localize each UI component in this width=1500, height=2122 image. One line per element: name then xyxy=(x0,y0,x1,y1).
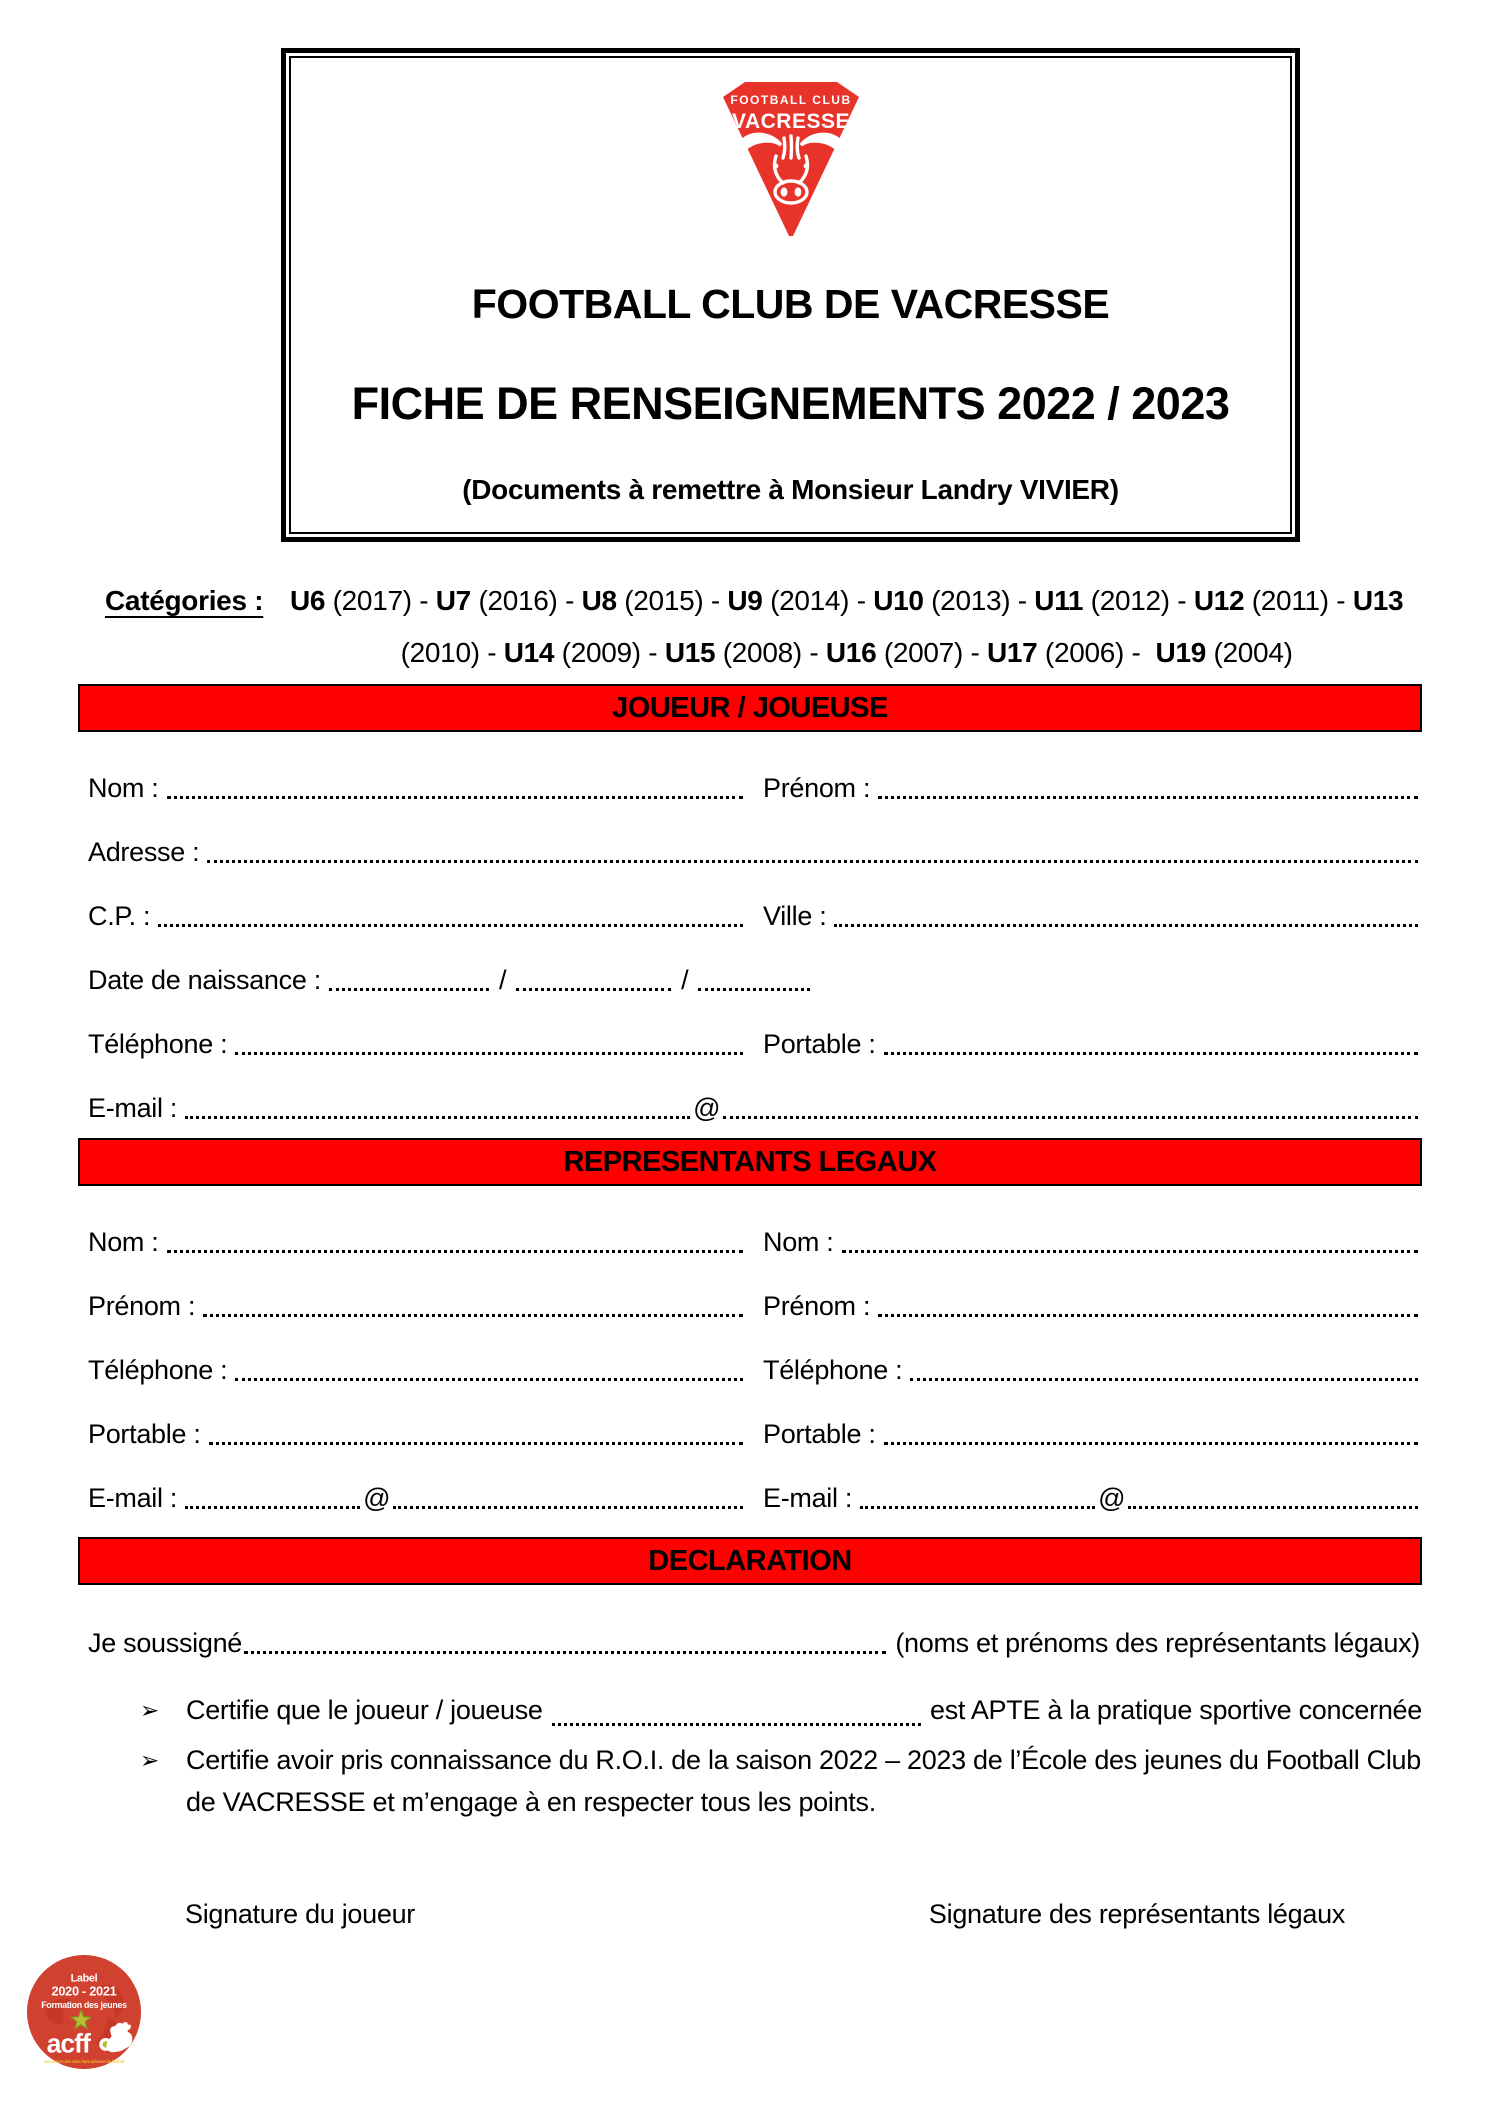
form-row-portable-portable xyxy=(78,1418,1422,1450)
section-representants xyxy=(78,1138,1422,1514)
category-year: (2012) - xyxy=(1083,585,1194,616)
field-label: Portable : xyxy=(763,1029,876,1059)
page-subtitle: FICHE DE RENSEIGNEMENTS 2022 / 2023 xyxy=(351,378,1230,429)
blank-line xyxy=(244,1624,886,1654)
field-label: Ville : xyxy=(763,901,827,931)
date-separator: / xyxy=(681,965,689,995)
category-code: U8 xyxy=(581,585,617,616)
field-nom-rep1 xyxy=(88,1223,745,1258)
form-row-prenom-prenom xyxy=(78,1290,1422,1322)
signature-joueur-label: Signature du joueur xyxy=(185,1899,415,1929)
field-label: Nom : xyxy=(763,1227,834,1257)
category-year: (2011) - xyxy=(1244,585,1353,616)
category-code: U15 xyxy=(664,637,716,668)
field-label: Prénom : xyxy=(763,773,871,803)
category-year: (2009) - xyxy=(554,637,665,668)
field-label: E-mail : xyxy=(88,1483,178,1513)
section-header-joueur xyxy=(78,684,1422,732)
section-header-label: REPRESENTANTS LEGAUX xyxy=(563,1145,937,1178)
field-label: Adresse : xyxy=(88,837,200,867)
crest-club-name: VACRESSE xyxy=(731,110,850,133)
at-sign: @ xyxy=(363,1483,391,1513)
blank-line xyxy=(884,1025,1418,1055)
field-nom-rep2 xyxy=(763,1223,1420,1258)
blank-line xyxy=(723,1089,1418,1119)
field-label: Nom : xyxy=(88,773,159,803)
field-label: Prénom : xyxy=(763,1291,871,1321)
category-code: U7 xyxy=(435,585,471,616)
soussigne-row xyxy=(78,1627,1422,1659)
blank-line xyxy=(203,1287,743,1317)
category-year: (2013) - xyxy=(923,585,1035,616)
blank-line xyxy=(167,1223,743,1253)
category-year: (2008) - xyxy=(715,637,826,668)
badge-years-text: 2020 - 2021 xyxy=(51,1983,117,1999)
at-sign: @ xyxy=(1098,1483,1126,1513)
at-sign: @ xyxy=(693,1093,721,1123)
field-portable xyxy=(763,1025,1420,1060)
section-joueur xyxy=(78,684,1422,1124)
field-telephone-rep2 xyxy=(763,1351,1420,1386)
category-year: (2016) - xyxy=(470,585,582,616)
field-telephone-rep1 xyxy=(88,1351,745,1386)
signature-representants-label: Signature des représentants légaux xyxy=(928,1899,1345,1929)
blank-line xyxy=(834,897,1418,927)
section-header-label: DECLARATION xyxy=(648,1544,852,1577)
field-prenom-rep1 xyxy=(88,1287,745,1322)
blank-line xyxy=(158,897,743,927)
section-declaration xyxy=(78,1537,1422,1930)
field-prenom xyxy=(763,769,1420,804)
field-date-naissance xyxy=(88,961,812,996)
category-code: U14 xyxy=(503,637,555,668)
blank-line xyxy=(393,1479,743,1509)
blank-line xyxy=(910,1351,1418,1381)
page-title: FOOTBALL CLUB DE VACRESSE xyxy=(471,281,1110,327)
field-prenom-rep2 xyxy=(763,1287,1420,1322)
category-code: U12 xyxy=(1193,585,1245,616)
form-row-email-email xyxy=(78,1482,1422,1514)
badge-formation-text: Formation des jeunes xyxy=(41,2000,127,2011)
category-code: U9 xyxy=(727,585,763,616)
blank-line xyxy=(207,833,1418,863)
field-label: C.P. : xyxy=(88,901,151,931)
field-label: Nom : xyxy=(88,1227,159,1257)
categories-line xyxy=(105,575,1420,679)
blank-line xyxy=(235,1351,743,1381)
category-code: U6 xyxy=(289,585,326,616)
form-row-tel-tel xyxy=(78,1354,1422,1386)
badge-label-text: Label xyxy=(70,1972,98,1985)
category-code: U16 xyxy=(825,637,877,668)
category-code: U17 xyxy=(986,637,1038,668)
section-header-declaration xyxy=(78,1537,1422,1585)
field-email xyxy=(88,1089,1420,1124)
field-telephone xyxy=(88,1025,745,1060)
category-code: U13 xyxy=(1352,585,1404,616)
field-adresse xyxy=(88,833,1420,868)
category-year: (2017) - xyxy=(325,585,436,616)
blank-line xyxy=(878,769,1418,799)
category-code: U10 xyxy=(873,585,924,616)
blank-line xyxy=(860,1479,1095,1509)
field-cp xyxy=(88,897,745,932)
signature-row xyxy=(78,1899,1422,1930)
field-label: Téléphone : xyxy=(88,1355,228,1385)
category-year: (2014) - xyxy=(762,585,874,616)
field-label: E-mail : xyxy=(88,1093,178,1123)
field-label: Téléphone : xyxy=(763,1355,903,1385)
blank-line xyxy=(235,1025,743,1055)
field-ville xyxy=(763,897,1420,932)
form-row-date-naissance xyxy=(78,964,1422,996)
field-label: Portable : xyxy=(88,1419,201,1449)
badge-acff-text: acff xyxy=(46,2028,90,2059)
blank-line xyxy=(516,961,671,991)
blank-line xyxy=(167,769,743,799)
bullet-apte-post: est APTE à la pratique sportive concernée xyxy=(922,1695,1422,1725)
bullet-roi xyxy=(78,1739,1422,1823)
arrow-bullet-icon: ➢ xyxy=(140,1747,159,1773)
soussigne-suffix: (noms et prénoms des représentants légaux) xyxy=(888,1628,1420,1658)
field-label: E-mail : xyxy=(763,1483,853,1513)
form-row-cp-ville xyxy=(78,900,1422,932)
title-note: (Documents à remettre à Monsieur Landry VIVIER) xyxy=(462,474,1119,505)
field-label: Date de naissance : xyxy=(88,965,321,995)
section-header-representants xyxy=(78,1138,1422,1186)
form-row-nom-nom xyxy=(78,1226,1422,1258)
title-box xyxy=(289,56,1292,534)
field-email-rep1 xyxy=(88,1479,745,1514)
field-label: Prénom : xyxy=(88,1291,196,1321)
blank-line xyxy=(1128,1479,1418,1509)
blank-line xyxy=(698,961,810,991)
blank-line xyxy=(552,1696,921,1726)
blank-line xyxy=(209,1415,743,1445)
category-year: (2015) - xyxy=(616,585,728,616)
category-year: (2010) - xyxy=(400,585,1411,668)
field-nom xyxy=(88,769,745,804)
bullet-roi-text: Certifie avoir pris connaissance du R.O.I. de la saison 2022 – 2023 de l’École des jeunes du Football Club de VACRESSE et m’engage à en respecter tous les points. xyxy=(186,1745,1421,1817)
arrow-bullet-icon: ➢ xyxy=(140,1697,159,1723)
field-label: Portable : xyxy=(763,1419,876,1449)
form-row-nom-prenom xyxy=(78,772,1422,804)
field-email-rep2 xyxy=(763,1479,1420,1514)
category-year: (2004) xyxy=(1206,637,1293,668)
section-header-label: JOUEUR / JOUEUSE xyxy=(612,691,888,724)
blank-line xyxy=(185,1479,360,1509)
date-separator: / xyxy=(498,965,507,995)
badge-tagline-text: association des clubs francophones de football xyxy=(43,2059,125,2065)
blank-line xyxy=(884,1415,1418,1445)
field-portable-rep1 xyxy=(88,1415,745,1450)
blank-line xyxy=(329,961,489,991)
blank-line xyxy=(878,1287,1418,1317)
category-code: U11 xyxy=(1034,585,1084,616)
field-portable-rep2 xyxy=(763,1415,1420,1450)
blank-line xyxy=(842,1223,1418,1253)
category-year: (2007) - xyxy=(876,637,987,668)
acff-label-badge xyxy=(25,1953,143,2071)
bullet-apte-pre: Certifie que le joueur / joueuse xyxy=(186,1695,550,1725)
form-row-adresse xyxy=(78,836,1422,868)
category-year: (2006) - xyxy=(1037,637,1156,668)
soussigne-label: Je soussigné xyxy=(88,1628,242,1658)
bullet-apte xyxy=(78,1689,1422,1731)
club-crest-logo xyxy=(721,78,861,240)
field-label: Téléphone : xyxy=(88,1029,228,1059)
categories-label: Catégories : xyxy=(105,585,264,616)
crest-top-text: FOOTBALL CLUB xyxy=(729,93,852,107)
categories-list xyxy=(273,575,1420,679)
blank-line xyxy=(185,1089,690,1119)
form-row-email xyxy=(78,1092,1422,1124)
form-row-telephone-portable xyxy=(78,1028,1422,1060)
category-code: U19 xyxy=(1155,637,1206,668)
